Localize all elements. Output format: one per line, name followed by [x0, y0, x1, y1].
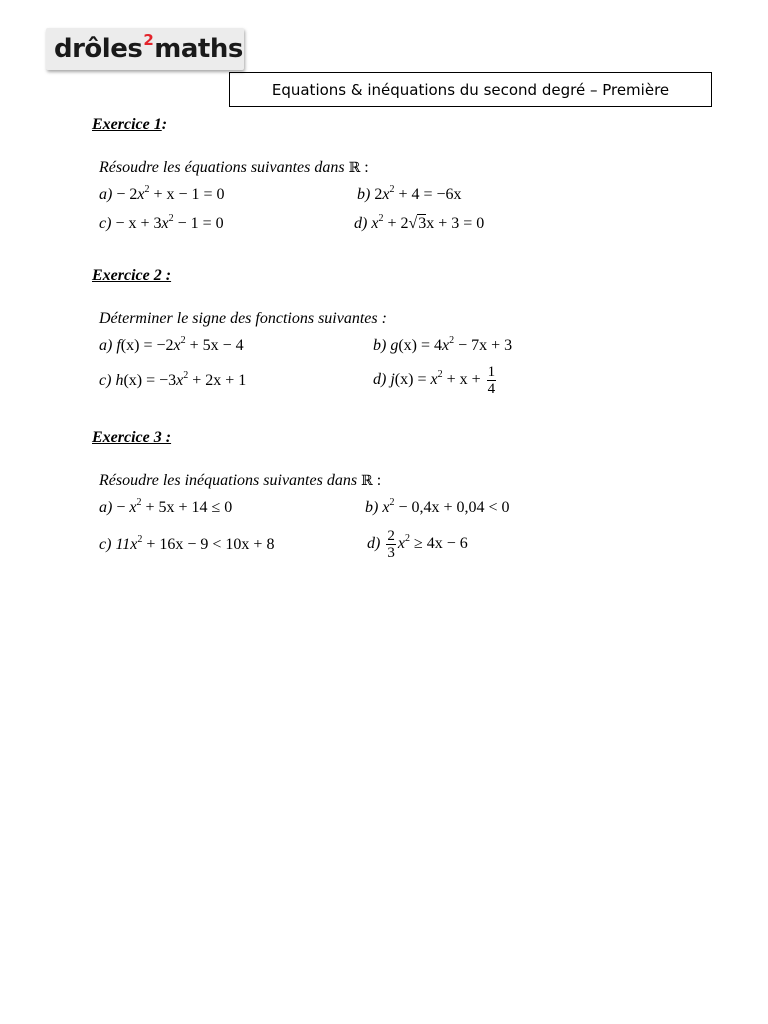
- item-rest: + x − 1 = 0: [149, 186, 225, 203]
- item-label: b): [373, 337, 387, 354]
- exercise-1-instruction: [99, 159, 369, 177]
- document-title-text: Equations & inéquations du second degré – Première: [271, 80, 670, 99]
- item-variable: x: [173, 337, 181, 354]
- exercise-2-item-c: [99, 372, 246, 390]
- item-term: (x) = −3: [123, 372, 177, 389]
- item-label: d): [354, 215, 368, 232]
- item-variable: x: [130, 536, 138, 553]
- item-rest: + x +: [442, 371, 485, 389]
- fraction: [386, 528, 396, 561]
- exercise-3-item-c: [99, 536, 274, 554]
- exercise-3-item-d: [367, 528, 468, 561]
- item-label: a): [99, 499, 113, 516]
- document-title: [229, 72, 712, 107]
- item-function-name: h: [115, 372, 124, 389]
- exercise-2-item-b: [373, 337, 512, 355]
- item-label: d): [367, 535, 381, 553]
- exercise-2-instruction: [99, 310, 387, 328]
- item-exponent: 2: [378, 213, 384, 224]
- exercise-1-item-d: [354, 215, 484, 233]
- item-exponent: 2: [137, 534, 143, 545]
- item-exponent: 2: [136, 497, 142, 508]
- item-rest: − 1 = 0: [173, 215, 224, 232]
- site-logo: [46, 28, 244, 70]
- fraction: [487, 364, 497, 397]
- item-rest: + 5x + 14 ≤ 0: [141, 499, 233, 516]
- fraction-denominator: 3: [387, 545, 395, 561]
- item-term: − 2: [116, 186, 138, 203]
- item-function-name: j: [390, 371, 395, 389]
- fraction-denominator: 4: [487, 381, 496, 397]
- item-variable: x: [430, 371, 438, 389]
- item-rest: + 16x − 9 < 10x + 8: [142, 536, 275, 553]
- exercise-1-heading-colon: :: [161, 116, 168, 133]
- item-variable: x: [161, 215, 169, 232]
- exercise-1-item-a: [99, 186, 225, 204]
- exercise-1-item-c: [99, 215, 224, 233]
- exercise-3-heading: [92, 429, 171, 447]
- item-label: c): [99, 536, 112, 553]
- exercise-2-item-d: [373, 364, 498, 397]
- sqrt-radicand: 3: [418, 215, 427, 232]
- fraction-numerator: 1: [487, 364, 496, 380]
- item-label: a): [99, 186, 113, 203]
- item-variable: x: [176, 372, 184, 389]
- item-variable: x: [382, 186, 390, 203]
- item-rest: − 0,4x + 0,04 < 0: [394, 499, 510, 516]
- item-exponent: 2: [389, 184, 395, 195]
- item-variable: x: [371, 215, 379, 232]
- item-exponent: 2: [183, 370, 189, 381]
- item-variable: x: [137, 186, 145, 203]
- item-rest: ≥ 4x − 6: [409, 535, 468, 553]
- real-numbers-symbol: ℝ: [361, 473, 373, 489]
- item-term: (x) = −2: [120, 337, 174, 354]
- real-numbers-symbol: ℝ: [348, 160, 361, 176]
- item-term: (x) =: [394, 371, 431, 389]
- exercise-2-heading-text: Exercice 2 :: [92, 267, 172, 284]
- sqrt-sign: √: [408, 215, 418, 232]
- logo-text-part2: maths: [154, 34, 243, 64]
- item-rest: − 7x + 3: [454, 337, 513, 354]
- exercise-1-instruction-colon: :: [364, 159, 369, 176]
- item-function-name: f: [116, 337, 121, 354]
- exercise-1-item-b: [357, 186, 462, 204]
- item-variable: x: [442, 337, 450, 354]
- item-exponent: 2: [404, 533, 410, 545]
- exercise-3-heading-text: Exercice 3 :: [92, 429, 172, 446]
- exercise-1-heading-text: Exercice 1: [92, 116, 162, 133]
- exercise-2-heading: [92, 267, 171, 285]
- item-variable: x: [382, 499, 390, 516]
- item-exponent: 2: [389, 497, 395, 508]
- item-exponent: 2: [437, 369, 443, 381]
- item-rest: x + 3 = 0: [426, 215, 485, 232]
- exercise-3-instruction-colon: :: [376, 472, 382, 489]
- item-term: 11: [115, 536, 131, 553]
- item-term: (x) = 4: [398, 337, 443, 354]
- exercise-2-instruction-text: Déterminer le signe des fonctions suivantes :: [99, 310, 387, 327]
- item-exponent: 2: [168, 213, 174, 224]
- item-label: a): [99, 337, 113, 354]
- item-exponent: 2: [180, 335, 186, 346]
- exercise-3-item-b: [365, 499, 510, 517]
- item-label: c): [99, 372, 112, 389]
- exercise-3-instruction: [99, 472, 381, 490]
- item-exponent: 2: [144, 184, 150, 195]
- item-term: + 2: [383, 215, 409, 232]
- item-label: b): [365, 499, 379, 516]
- item-variable: x: [129, 499, 137, 516]
- fraction-numerator: 2: [387, 528, 395, 544]
- item-rest: + 4 = −6x: [394, 186, 462, 203]
- item-term: −: [116, 499, 130, 516]
- item-variable: x: [397, 535, 405, 553]
- item-label: d): [373, 371, 387, 389]
- exercise-2-item-a: [99, 337, 244, 355]
- exercise-3-instruction-text: Résoudre les inéquations suivantes dans: [99, 472, 358, 489]
- item-term: 2: [374, 186, 383, 203]
- item-rest: + 5x − 4: [185, 337, 244, 354]
- item-function-name: g: [390, 337, 399, 354]
- item-label: b): [357, 186, 371, 203]
- item-term: − x + 3: [115, 215, 162, 232]
- item-exponent: 2: [449, 335, 455, 346]
- exercise-1-heading: [92, 116, 167, 134]
- exercise-3-item-a: [99, 499, 232, 517]
- exercise-1-instruction-text: Résoudre les équations suivantes dans: [99, 159, 345, 176]
- item-label: c): [99, 215, 112, 232]
- logo-superscript: 2: [143, 31, 154, 49]
- item-rest: + 2x + 1: [188, 372, 247, 389]
- logo-text-part1: drôles: [54, 34, 143, 64]
